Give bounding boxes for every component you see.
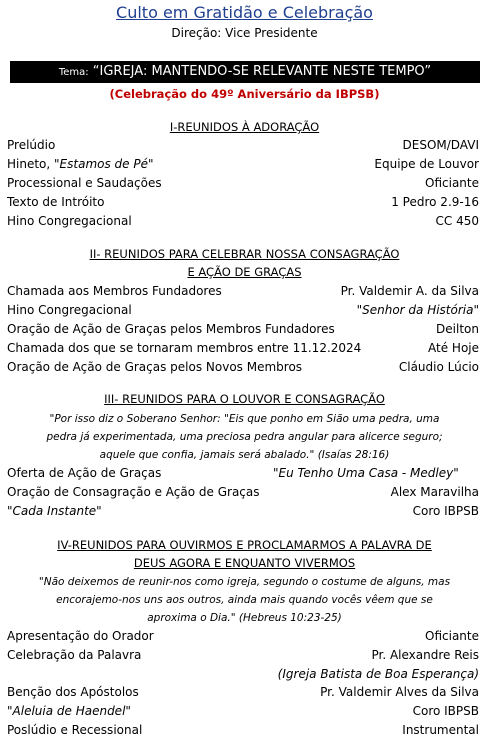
program-title: Culto em Gratidão e Celebração xyxy=(116,3,373,22)
item-responsible: Oficiante xyxy=(425,176,479,190)
item-label: Oferta de Ação de Graças xyxy=(7,466,162,480)
item-responsible: Até Hoje xyxy=(428,341,479,355)
speaker-church: (Igreja Batista de Boa Esperança) xyxy=(277,667,479,681)
item-label: Texto de Intróito xyxy=(7,195,105,209)
item-responsible: Equipe de Louvor xyxy=(374,157,479,171)
program-item xyxy=(7,685,479,703)
program-item xyxy=(7,214,479,232)
item-responsible: Cláudio Lúcio xyxy=(398,360,479,374)
item-responsible: Pr. Valdemir A. da Silva xyxy=(340,284,479,298)
program-item xyxy=(7,284,479,302)
section-2-title: II- REUNIDOS PARA CELEBRAR NOSSA CONSAGRAÇÃO xyxy=(89,247,400,261)
section-1-title: I-REUNIDOS À ADORAÇÃO xyxy=(169,120,320,134)
hymn-title: "Estamos de Pé" xyxy=(54,157,154,171)
program-item xyxy=(7,195,479,213)
program-item xyxy=(7,341,479,359)
program-direction: Direção: Vice Presidente xyxy=(171,26,318,40)
item-responsible: Pr. Alexandre Reis xyxy=(371,648,479,662)
theme-label: Tema: xyxy=(58,67,89,78)
item-responsible: Deilton xyxy=(436,322,479,336)
item-responsible: Oficiante xyxy=(425,629,479,643)
item-label: Apresentação do Orador xyxy=(7,629,154,643)
item-label: Chamada aos Membros Fundadores xyxy=(7,284,222,298)
program-item xyxy=(7,704,479,722)
item-label: Hino Congregacional xyxy=(7,303,132,317)
program-item xyxy=(7,360,479,378)
item-reference: 1 Pedro 2.9-16 xyxy=(391,195,479,209)
quote-line: pedra já experimentada, uma preciosa pedra angular para alicerce seguro; xyxy=(46,431,443,443)
section-4-title: IV-REUNIDOS PARA OUVIRMOS E PROCLAMARMOS A PALAVRA DE xyxy=(57,538,432,552)
item-label: Benção dos Apóstolos xyxy=(7,685,139,699)
theme-banner xyxy=(10,61,480,83)
item-label: Processional e Saudações xyxy=(7,176,162,190)
item-label: Poslúdio e Recessional xyxy=(7,723,143,737)
section-2-title-cont: E AÇÃO DE GRAÇAS xyxy=(187,265,302,279)
item-responsible: DESOM/DAVI xyxy=(402,138,479,152)
item-responsible: Pr. Valdemir Alves da Silva xyxy=(320,685,479,699)
item-label: Hino Congregacional xyxy=(7,214,132,228)
item-reference: CC 450 xyxy=(435,214,479,228)
song-title: "Aleluia de Haendel" xyxy=(7,704,131,718)
section-4-title-cont: DEUS AGORA E ENQUANTO VIVERMOS xyxy=(133,556,356,570)
quote-line: "Não deixemos de reunir-nos como igreja, segundo o costume de alguns, mas xyxy=(38,576,451,588)
program-item xyxy=(7,723,479,741)
item-responsible: Instrumental xyxy=(402,723,479,737)
item-label: Prelúdio xyxy=(7,138,56,152)
program-item xyxy=(7,504,479,522)
program-item xyxy=(7,466,479,484)
item-label: Chamada dos que se tornaram membros entre 11.12.2024 xyxy=(7,341,362,355)
quote-line: "Por isso diz o Soberano Senhor: "Eis que ponho em Sião uma pedra, uma xyxy=(49,413,440,425)
theme-text: “IGREJA: MANTENDO-SE RELEVANTE NESTE TEMPO” xyxy=(92,64,432,79)
program-item xyxy=(7,303,479,321)
item-label: Oração de Consagração e Ação de Graças xyxy=(7,485,260,499)
quote-line: encorajemo-nos uns aos outros, ainda mais quando vocês vêem que se xyxy=(56,594,433,606)
item-responsible: Alex Maravilha xyxy=(390,485,479,499)
song-title: "Cada Instante" xyxy=(7,504,102,518)
program-item xyxy=(7,322,479,340)
program-item xyxy=(7,485,479,503)
program-item xyxy=(7,667,479,685)
item-responsible: Coro IBPSB xyxy=(412,704,479,718)
program-item xyxy=(7,138,479,156)
item-label: Hineto, "Estamos de Pé" xyxy=(7,157,154,171)
program-item xyxy=(7,629,479,647)
item-label: Celebração da Palavra xyxy=(7,648,142,662)
hymn-title: "Senhor da História" xyxy=(356,303,479,317)
program-item xyxy=(7,176,479,194)
item-responsible: Coro IBPSB xyxy=(412,504,479,518)
song-title: "Eu Tenho Uma Casa - Medley" xyxy=(273,466,459,480)
scripture-quote xyxy=(10,573,479,627)
scripture-quote xyxy=(10,410,479,464)
section-3-title: III- REUNIDOS PARA O LOUVOR E CONSAGRAÇÃO xyxy=(104,392,385,406)
celebration-subtitle: (Celebração do 49º Aniversário da IBPSB) xyxy=(109,87,380,101)
item-label: Oração de Ação de Graças pelos Novos Membros xyxy=(7,360,303,374)
quote-line: aproxima o Dia." (Hebreus 10:23-25) xyxy=(147,612,342,624)
program-item xyxy=(7,157,479,175)
quote-line: aquele que confia, jamais será abalado." (Isaías 28:16) xyxy=(99,449,390,461)
program-item xyxy=(7,648,479,666)
item-label: Oração de Ação de Graças pelos Membros Fundadores xyxy=(7,322,335,336)
